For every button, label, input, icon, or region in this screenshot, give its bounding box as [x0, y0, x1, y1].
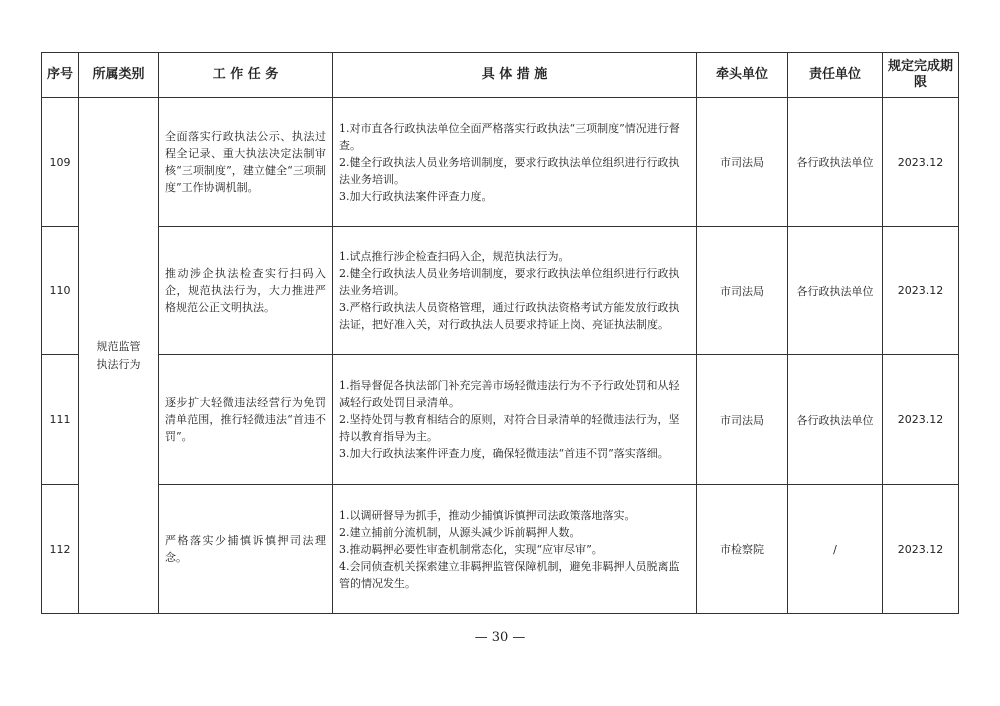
task-cell: 推动涉企执法检查实行扫码入企，规范执法行为，大力推进严格规范公正文明执法。 [159, 227, 333, 355]
measure-item: 2.坚持处罚与教育相结合的原则，对符合目录清单的轻微违法行为，坚持以教育指导为主。 [339, 413, 680, 443]
measure-item: 4.会同侦查机关探索建立非羁押监管保障机制，避免非羁押人员脱离监管的情况发生。 [339, 559, 680, 590]
measure-item: 1.对市直各行政执法单位全面严格落实行政执法“三项制度”情况进行督查。 [339, 121, 680, 152]
page-number: — 30 — [474, 630, 526, 645]
header-measures: 具 体 措 施 [333, 53, 697, 98]
table-row [42, 98, 959, 227]
task-cell: 严格落实少捕慎诉慎押司法理念。 [159, 485, 333, 614]
header-resp-unit: 责任单位 [788, 53, 883, 98]
lead-unit-cell: 市司法局 [697, 355, 788, 485]
row-number: 111 [42, 355, 79, 485]
measure-item: 1.指导督促各执法部门补充完善市场轻微违法行为不予行政处罚和从轻减轻行政处罚目录清单。 [339, 379, 680, 409]
resp-unit-cell: 各行政执法单位 [788, 227, 883, 355]
deadline-cell: 2023.12 [883, 485, 959, 614]
measure-item: 1.以调研督导为抓手，推动少捕慎诉慎押司法政策落地落实。 [339, 508, 636, 522]
category-cell [79, 98, 159, 614]
header-deadline: 规定完成期限 [883, 53, 959, 98]
row-number: 110 [42, 227, 79, 355]
measure-item: 3.严格行政执法人员资格管理，通过行政执法资格考试方能发放行政执法证，把好准入关，对行政执法人员要求持证上岗、亮证执法制度。 [339, 301, 680, 331]
measures-cell [333, 227, 697, 355]
task-table [41, 52, 959, 614]
header-task: 工 作 任 务 [159, 53, 333, 98]
task-cell: 全面落实行政执法公示、执法过程全记录、重大执法决定法制审核“三项制度”，建立健全“三项制度”工作协调机制。 [159, 98, 333, 227]
measure-item: 3.加大行政执法案件评查力度，确保轻微违法“首违不罚”落实落细。 [339, 447, 669, 460]
category-label: 规范监管执法行为 [96, 339, 141, 371]
measures-cell [333, 485, 697, 614]
row-number: 109 [42, 98, 79, 227]
resp-unit-cell: 各行政执法单位 [788, 355, 883, 485]
deadline-cell: 2023.12 [883, 98, 959, 227]
header-row [42, 53, 959, 98]
measure-item: 2.建立捕前分流机制，从源头减少诉前羁押人数。 [339, 525, 581, 539]
task-cell: 逐步扩大轻微违法经营行为免罚清单范围，推行轻微违法“首违不罚”。 [159, 355, 333, 485]
measure-item: 3.加大行政执法案件评查力度。 [339, 189, 493, 203]
lead-unit-cell: 市司法局 [697, 227, 788, 355]
lead-unit-cell: 市司法局 [697, 98, 788, 227]
measures-cell [333, 355, 697, 485]
header-category: 所属类别 [79, 53, 159, 98]
resp-unit-cell: / [788, 485, 883, 614]
measure-item: 2.健全行政执法人员业务培训制度，要求行政执法单位组织进行行政执法业务培训。 [339, 267, 680, 297]
resp-unit-cell: 各行政执法单位 [788, 98, 883, 227]
deadline-cell: 2023.12 [883, 355, 959, 485]
row-number: 112 [42, 485, 79, 614]
table-row [42, 227, 959, 355]
header-lead-unit: 牵头单位 [697, 53, 788, 98]
header-no: 序号 [42, 53, 79, 98]
measure-item: 3.推动羁押必要性审查机制常态化，实现“应审尽审”。 [339, 542, 603, 556]
table-row [42, 485, 959, 614]
table-row [42, 355, 959, 485]
measures-cell [333, 98, 697, 227]
measure-item: 2.健全行政执法人员业务培训制度，要求行政执法单位组织进行行政执法业务培训。 [339, 155, 680, 186]
deadline-cell: 2023.12 [883, 227, 959, 355]
measure-item: 1.试点推行涉企检查扫码入企，规范执法行为。 [339, 250, 570, 263]
lead-unit-cell: 市检察院 [697, 485, 788, 614]
